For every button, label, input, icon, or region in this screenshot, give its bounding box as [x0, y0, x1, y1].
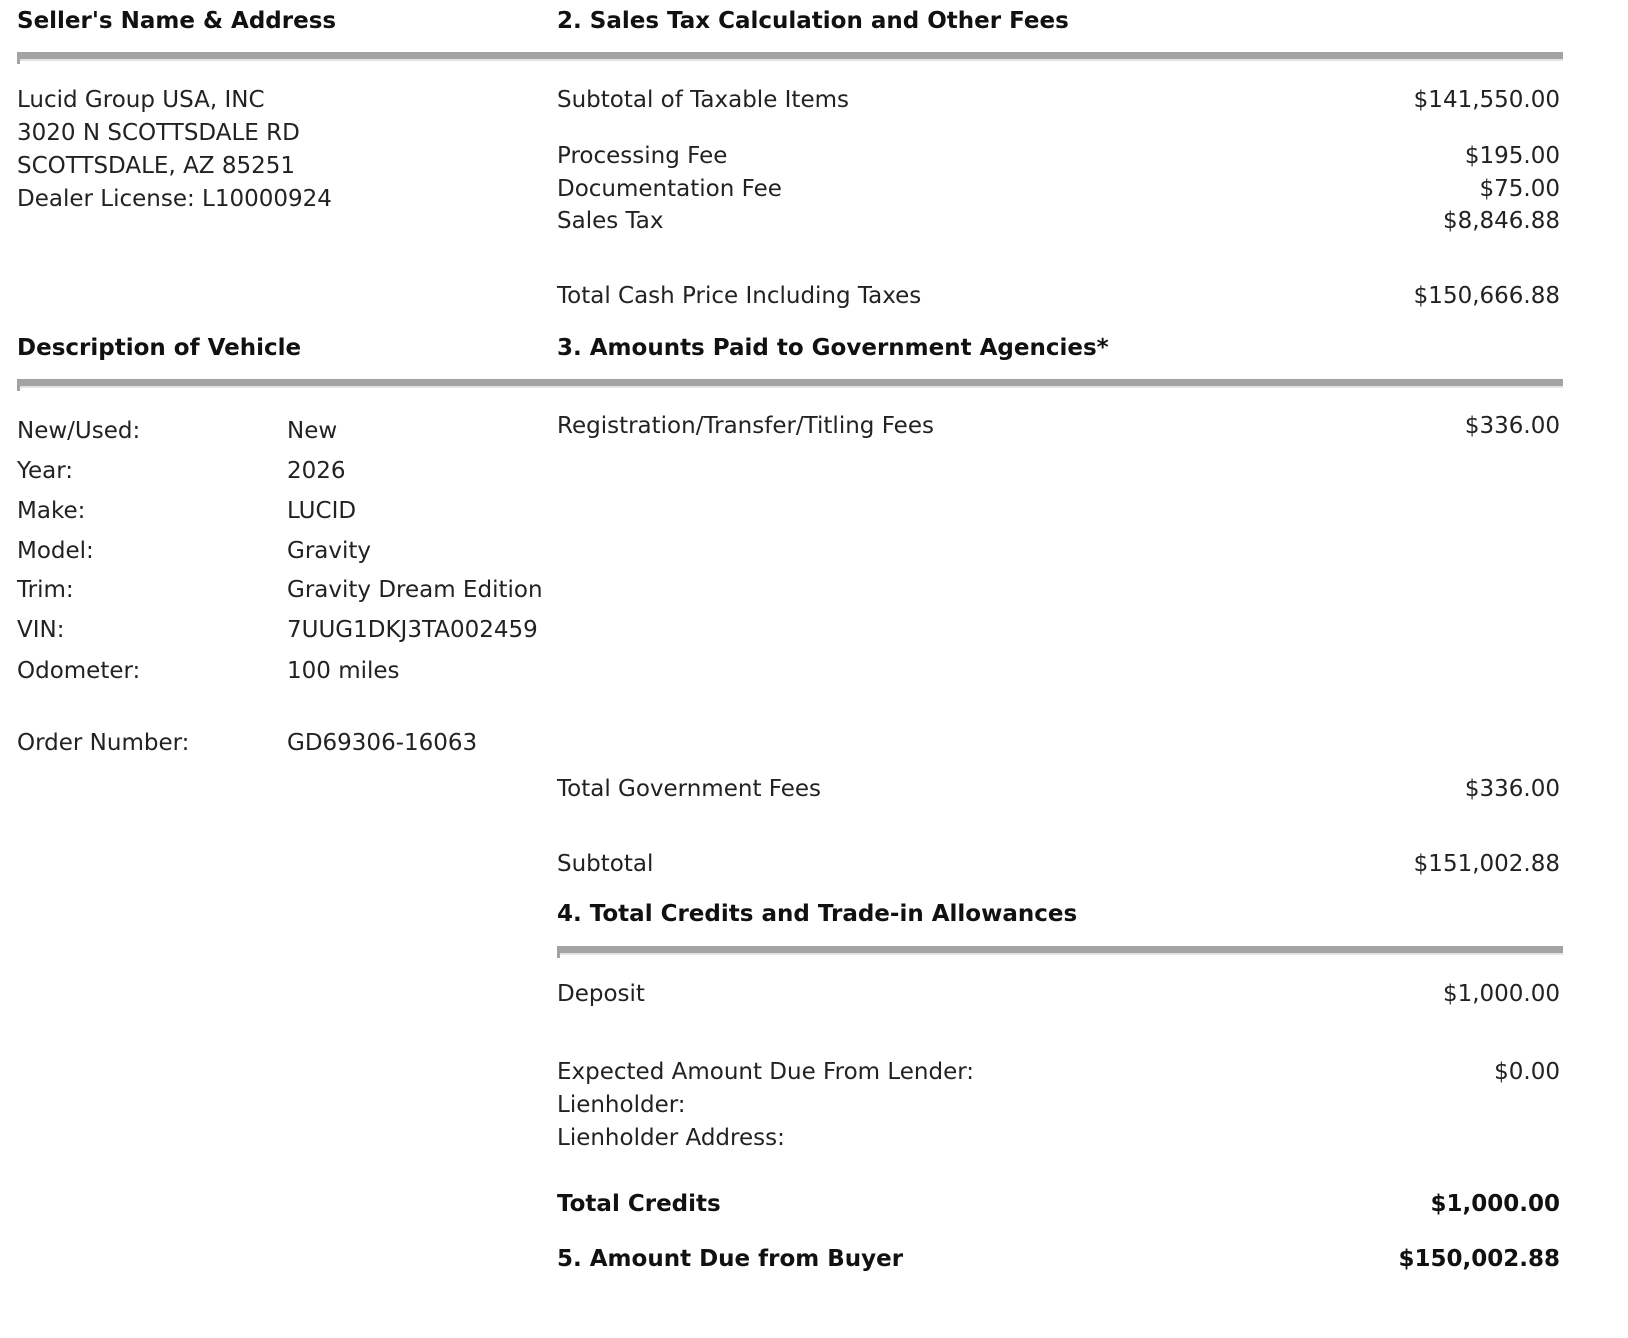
- seller-name: Lucid Group USA, INC: [17, 87, 265, 113]
- lienholder-label: Lienholder:: [557, 1092, 686, 1118]
- deposit-label: Deposit: [557, 981, 645, 1007]
- vehicle-value-model: Gravity: [287, 538, 372, 564]
- section-divider: [17, 379, 1563, 386]
- vehicle-label-model: Model:: [17, 538, 94, 564]
- vehicle-label-trim: Trim:: [17, 577, 74, 603]
- deposit-value: $1,000.00: [1442, 981, 1560, 1007]
- registration-fees-value: $336.00: [1464, 413, 1560, 439]
- documentation-fee-label: Documentation Fee: [557, 176, 782, 202]
- processing-fee-value: $195.00: [1464, 143, 1560, 169]
- vehicle-label-make: Make:: [17, 498, 86, 524]
- vehicle-label-vin: VIN:: [17, 617, 65, 643]
- seller-city: SCOTTSDALE, AZ 85251: [17, 153, 296, 179]
- total-government-fees-label: Total Government Fees: [557, 776, 822, 802]
- total-government-fees-value: $336.00: [1464, 776, 1560, 802]
- seller-street: 3020 N SCOTTSDALE RD: [17, 120, 300, 146]
- vehicle-value-make: LUCID: [287, 498, 357, 524]
- lienholder-address-label: Lienholder Address:: [557, 1125, 785, 1151]
- credits-heading: 4. Total Credits and Trade-in Allowances: [557, 901, 1078, 927]
- subtotal-label: Subtotal: [557, 851, 654, 877]
- vehicle-label-new-used: New/Used:: [17, 418, 141, 444]
- subtotal-taxable-label: Subtotal of Taxable Items: [557, 87, 849, 113]
- total-credits-label: Total Credits: [557, 1191, 721, 1217]
- vehicle-label-year: Year:: [17, 458, 74, 484]
- seller-heading: Seller's Name & Address: [17, 8, 337, 34]
- sales-tax-label: Sales Tax: [557, 208, 664, 234]
- vehicle-value-year: 2026: [287, 458, 346, 484]
- amount-due-value: $150,002.88: [1398, 1246, 1560, 1272]
- vehicle-heading: Description of Vehicle: [17, 335, 302, 361]
- sales-tax-value: $8,846.88: [1442, 208, 1560, 234]
- total-credits-value: $1,000.00: [1430, 1191, 1560, 1217]
- section-divider: [557, 946, 1563, 953]
- documentation-fee-value: $75.00: [1479, 176, 1560, 202]
- processing-fee-label: Processing Fee: [557, 143, 728, 169]
- vehicle-value-vin: 7UUG1DKJ3TA002459: [287, 617, 538, 643]
- amount-due-label: 5. Amount Due from Buyer: [557, 1246, 904, 1272]
- subtotal-taxable-value: $141,550.00: [1413, 87, 1560, 113]
- registration-fees-label: Registration/Transfer/Titling Fees: [557, 413, 934, 439]
- vehicle-label-order-number: Order Number:: [17, 730, 190, 756]
- vehicle-label-odometer: Odometer:: [17, 658, 141, 684]
- total-cash-label: Total Cash Price Including Taxes: [557, 283, 922, 309]
- lender-due-label: Expected Amount Due From Lender:: [557, 1059, 975, 1085]
- section-divider: [17, 52, 1563, 59]
- lender-due-value: $0.00: [1494, 1059, 1560, 1085]
- vehicle-value-trim: Gravity Dream Edition: [287, 577, 543, 603]
- vehicle-value-new-used: New: [287, 418, 338, 444]
- total-cash-value: $150,666.88: [1413, 283, 1560, 309]
- government-heading: 3. Amounts Paid to Government Agencies*: [557, 335, 1109, 361]
- subtotal-value: $151,002.88: [1413, 851, 1560, 877]
- vehicle-value-order-number: GD69306-16063: [287, 730, 478, 756]
- sales-tax-heading: 2. Sales Tax Calculation and Other Fees: [557, 8, 1069, 34]
- dealer-license: Dealer License: L10000924: [17, 186, 332, 212]
- vehicle-value-odometer: 100 miles: [287, 658, 400, 684]
